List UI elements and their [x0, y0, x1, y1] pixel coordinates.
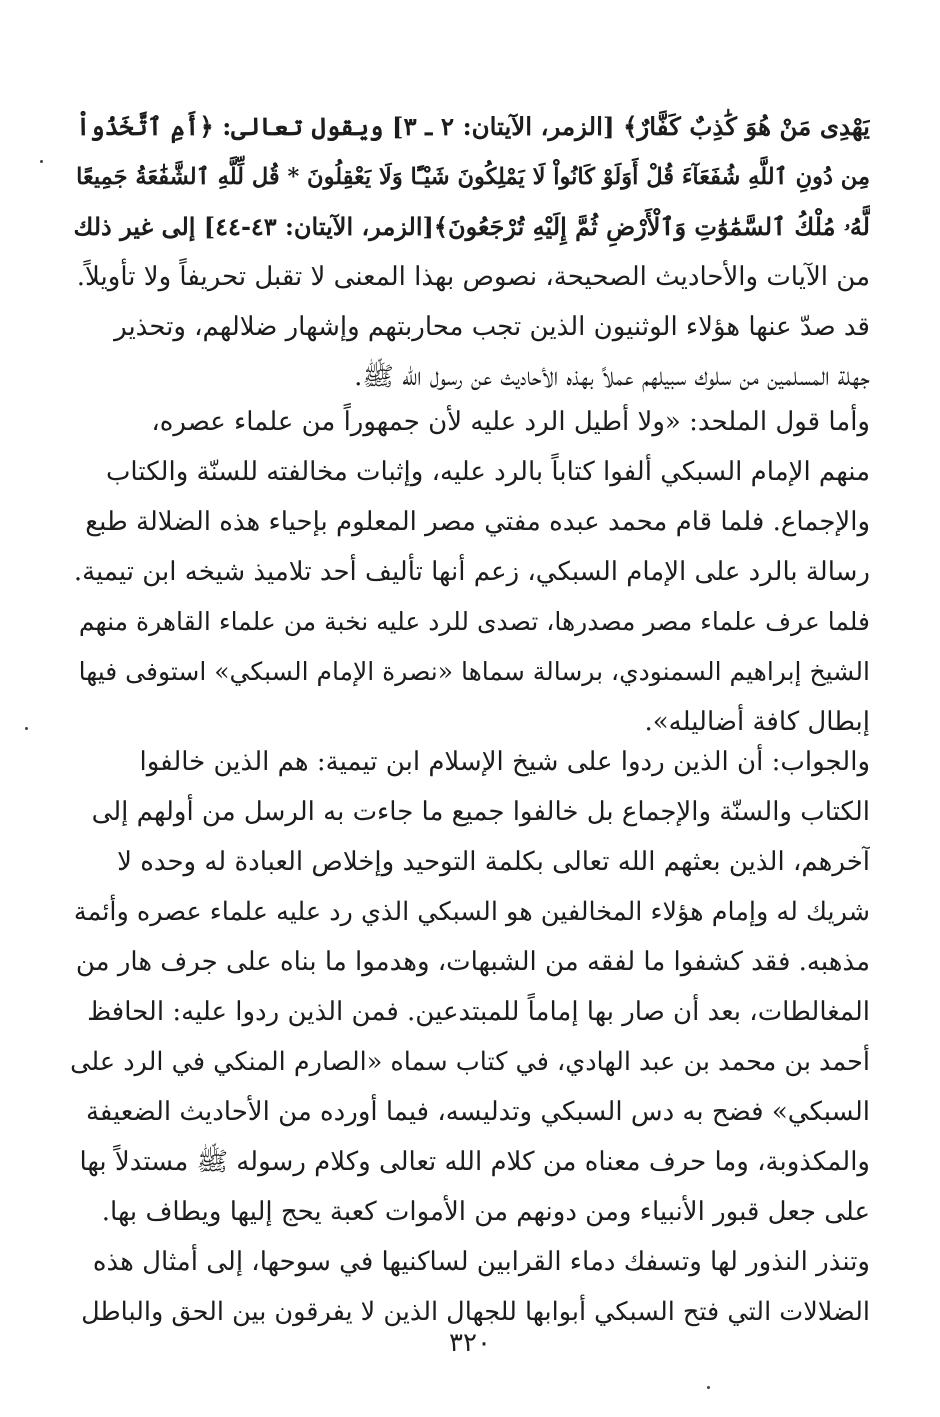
- text-line: قد صدّ عنها هؤلاء الوثنيون الذين تجب محاربتهم وإشهار ضلالهم، وتحذير: [114, 312, 870, 342]
- text-line: والمكذوبة، وما حرف معناه من كلام الله تعالى وكلام رسوله ﷺ مستدلاً بها: [79, 1147, 870, 1177]
- text-line: إبطال كافة أضاليله».: [644, 707, 870, 737]
- scan-speck: [25, 727, 28, 730]
- scan-speck: [40, 160, 43, 163]
- page-number: ٣٢٠: [449, 1328, 491, 1358]
- text-line: على جعل قبور الأنبياء ومن دونهم من الأموات كعبة يحج إليها ويطاف بها.: [101, 1197, 870, 1227]
- text-line: مذهبه. فقد كشفوا ما لفقه من الشبهات، وهدموا ما بناه على جرف هار من: [75, 947, 870, 977]
- text-line: مِن دُونِ ٱللَّهِ شُفَعَآءَ قُلْ أَوَلَوْ كَانُواْ لَا يَمْلِكُونَ شَيْـًٔا وَلَا يَعْقِلُونَ * قُل لِّلَّهِ ٱلشَّفَٰعَةُ جَمِيعًا: [76, 164, 870, 190]
- text-line: الشيخ إبراهيم السمنودي، برسالة سماها «نصرة الإمام السبكي» استوفى فيها: [78, 657, 870, 686]
- scan-speck: [707, 1386, 710, 1389]
- paragraph-answer: [70, 737, 870, 1337]
- text-line: والإجماع. فلما قام محمد عبده مفتي مصر المعلوم بإحياء هذه الضلالة طبع: [85, 507, 870, 537]
- text-line: جهلة المسلمين من سلوك سبيلهم عملاً بهذه الأحاديث عن رسول الله ﷺ.: [354, 362, 870, 392]
- text-line: المغالطات، بعد أن صار بها إماماً للمبتدعين. فمن الذين ردوا عليه: الحافظ: [87, 997, 870, 1027]
- text-line: الضلالات التي فتح السبكي أبوابها للجهال الذين لا يفرقون بين الحق والباطل: [81, 1297, 870, 1327]
- text-line: من الآيات والأحاديث الصحيحة، نصوص بهذا المعنى لا تقبل تحريفاً ولا تأويلاً.: [76, 262, 870, 292]
- paragraph-mulhid-quote: [70, 397, 870, 747]
- text-line: آخرهم، الذين بعثهم الله تعالى بكلمة التوحيد وإخلاص العبادة له وحده لا: [117, 847, 870, 877]
- paragraph-quran-citation: [70, 102, 870, 402]
- text-line: وأما قول الملحد: «ولا أطيل الرد عليه لأن جمهوراً من علماء عصره،: [151, 407, 870, 437]
- text-line: فلما عرف علماء مصر مصدرها، تصدى للرد عليه نخبة من علماء القاهرة منهم: [78, 607, 870, 636]
- text-line: رسالة بالرد على الإمام السبكي، زعم أنها تأليف أحد تلاميذ شيخه ابن تيمية.: [73, 557, 870, 587]
- text-line: شريك له وإمام هؤلاء المخالفين هو السبكي الذي رد عليه علماء عصره وأئمة: [73, 897, 870, 927]
- text-line: والجواب: أن الذين ردوا على شيخ الإسلام ابن تيمية: هم الذين خالفوا: [139, 747, 870, 777]
- text-line: السبكي» فضح به دس السبكي وتدليسه، فيما أورده من الأحاديث الضعيفة: [85, 1097, 870, 1127]
- text-line: يَهْدِى مَنْ هُوَ كَٰذِبٌ كَفَّارٌ﴾ [الزمر، الآيتان: ٢ ـ ٣] ويقول تعالى: ﴿أَمِ ٱتَّخَذُواْ: [75, 112, 870, 141]
- text-line: أحمد بن محمد بن عبد الهادي، في كتاب سماه «الصارم المنكي في الرد على: [70, 1047, 870, 1077]
- text-line: منهم الإمام السبكي ألفوا كتاباً بالرد عليه، وإثبات مخالفته للسنّة والكتاب: [105, 457, 870, 487]
- text-line: وتنذر النذور لها وتسفك دماء القرابين لساكنيها في سوحها، إلى أمثال هذه: [92, 1247, 870, 1277]
- text-line: لَّهُۥ مُلْكُ ٱلسَّمَٰوَٰتِ وَٱلْأَرْضِ ثُمَّ إِلَيْهِ تُرْجَعُونَ﴾[الزمر، الآيتان: ٤٣-٤٤] إلى غير ذلك: [73, 212, 870, 241]
- text-line: الكتاب والسنّة والإجماع بل خالفوا جميع ما جاءت به الرسل من أولهم إلى: [91, 797, 870, 827]
